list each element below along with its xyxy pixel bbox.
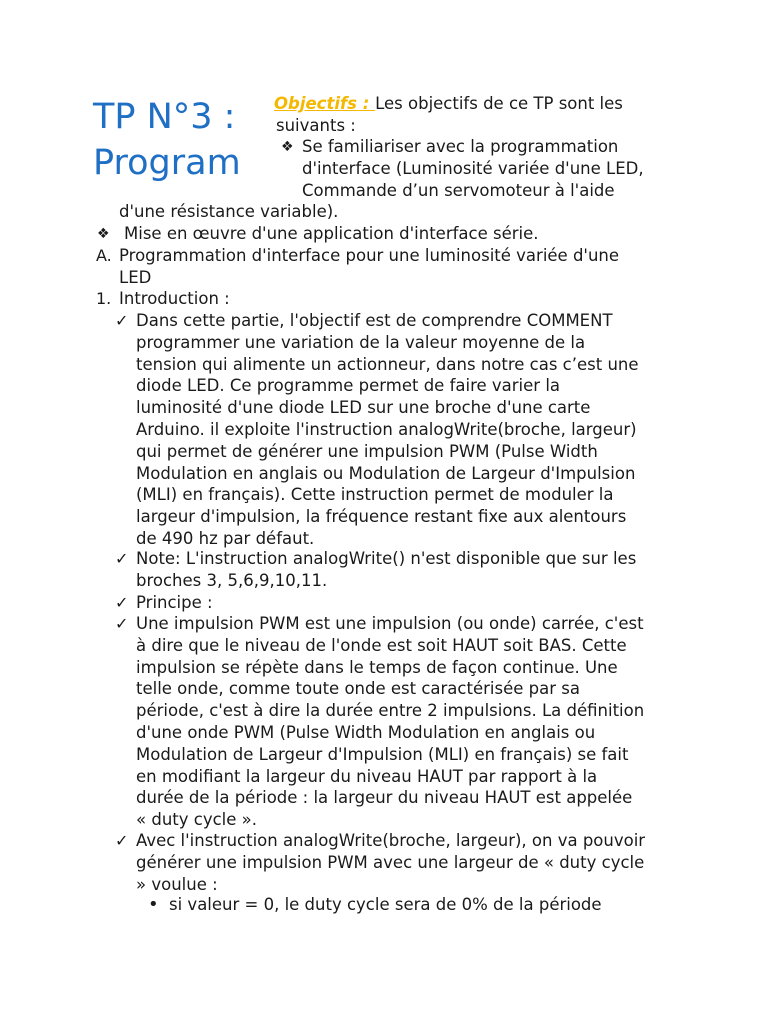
check-item: [136, 310, 639, 550]
check-icon: ✓: [115, 549, 129, 568]
check-item-line: » voulue :: [136, 874, 218, 894]
check-item-line: telle onde, comme toute onde est caractérisée par sa: [136, 679, 580, 699]
bullet-icon: •: [148, 894, 159, 915]
objectives-intro-line: Les objectifs de ce TP sont les: [375, 94, 623, 113]
check-item-line: qui permet de générer une impulsion PWM (Pulse Width: [136, 441, 598, 461]
page-title: TP N°3 : Program: [93, 97, 241, 183]
objectives-intro-line: suivants :: [276, 115, 356, 135]
objective-item-line: d'interface (Luminosité variée d'une LED,: [302, 158, 644, 178]
section-1-number: 1.: [96, 289, 112, 308]
check-item-line: (MLI) en français). Cette instruction permet de moduler la: [136, 485, 614, 505]
check-icon: ✓: [115, 614, 129, 633]
section-a-heading: [119, 245, 619, 289]
check-item-line: broches 3, 5,6,9,10,11.: [136, 570, 328, 590]
check-item-line: d'une onde PWM (Pulse Width Modulation en anglais ou: [136, 722, 596, 742]
section-a-number: A.: [96, 246, 112, 265]
objective-item-wrap: d'une résistance variable).: [119, 202, 339, 221]
objective-item: [302, 136, 644, 201]
check-item-line: Dans cette partie, l'objectif est de comprendre COMMENT: [136, 311, 613, 330]
section-1-heading: Introduction :: [119, 289, 230, 308]
check-item: [136, 592, 213, 614]
check-item-line: à dire que le niveau de l'onde est soit HAUT soit BAS. Cette: [136, 635, 627, 655]
objective-item-line: Se familiariser avec la programmation: [302, 137, 619, 156]
diamond-bullet-icon: ❖: [97, 226, 110, 242]
sub-bullet-item: si valeur = 0, le duty cycle sera de 0% de la période: [169, 895, 602, 914]
check-item: [136, 613, 644, 831]
check-item-line: Note: L'instruction analogWrite() n'est disponible que sur les: [136, 549, 637, 568]
check-item-line: Modulation de Largeur d'Impulsion (MLI) en français) se fait: [136, 744, 629, 764]
check-item-line: Une impulsion PWM est une impulsion (ou onde) carrée, c'est: [136, 614, 644, 633]
check-item-line: programmer une variation de la valeur moyenne de la: [136, 332, 586, 352]
check-item-line: période, c'est à dire la durée entre 2 impulsions. La définition: [136, 701, 645, 721]
check-item-line: Principe :: [136, 593, 213, 612]
objectives-intro: [274, 93, 623, 137]
check-item-line: durée de la période : la largeur du niveau HAUT est appelée: [136, 788, 633, 808]
diamond-bullet-icon: ❖: [281, 139, 294, 155]
check-item-line: diode LED. Ce programme permet de faire varier la: [136, 376, 561, 396]
check-item-line: largeur d'impulsion, la fréquence restant fixe aux alentours: [136, 507, 627, 527]
check-icon: ✓: [115, 311, 129, 330]
objective-item-line: Mise en œuvre d'une application d'interface série.: [124, 224, 539, 243]
check-item: [136, 830, 645, 895]
check-item-line: tension qui alimente un actionneur, dans notre cas c’est une: [136, 354, 639, 374]
section-a-line: Programmation d'interface pour une luminosité variée d'une: [119, 246, 620, 265]
check-item-line: « duty cycle ».: [136, 810, 257, 830]
check-item-line: impulsion se répète dans le temps de façon continue. Une: [136, 657, 618, 677]
check-icon: ✓: [115, 831, 129, 850]
section-a-line: LED: [119, 267, 152, 287]
objective-item: [124, 223, 539, 245]
check-item-line: générer une impulsion PWM avec une largeur de « duty cycle: [136, 852, 645, 872]
check-item-line: de 490 hz par défaut.: [136, 528, 315, 548]
check-item-line: Arduino. il exploite l'instruction analogWrite(broche, largeur): [136, 419, 637, 439]
check-item: [136, 548, 636, 592]
check-item-line: luminosité d'une diode LED sur une broche d'une carte: [136, 398, 591, 418]
objectives-label: Objectifs :: [274, 94, 376, 113]
check-item-line: Modulation en anglais ou Modulation de Largeur d'Impulsion: [136, 463, 636, 483]
check-item-line: en modifiant la largeur du niveau HAUT par rapport à la: [136, 766, 598, 786]
check-item-line: Avec l'instruction analogWrite(broche, largeur), on va pouvoir: [136, 831, 646, 850]
objective-item-line: Commande d’un servomoteur à l'aide: [302, 180, 615, 200]
check-icon: ✓: [115, 593, 129, 612]
